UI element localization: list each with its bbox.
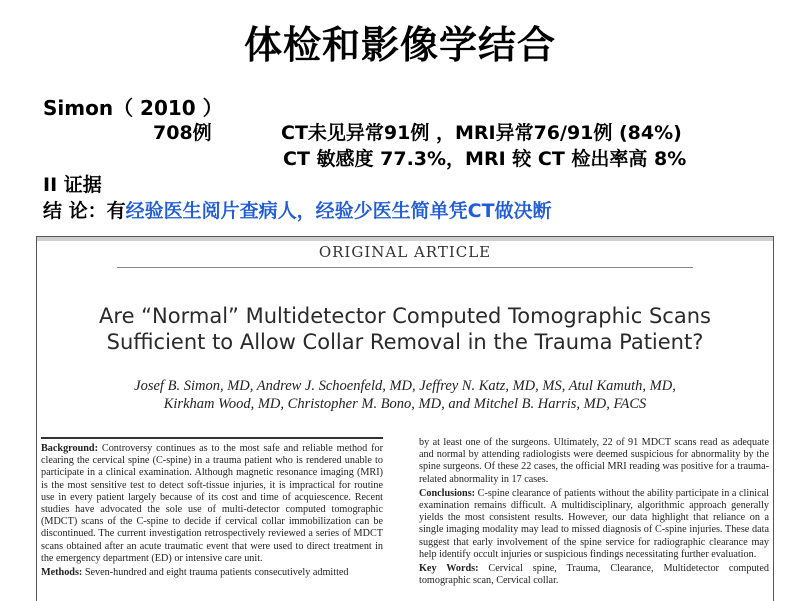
authors-line-2: Kirkham Wood, MD, Christopher M. Bono, MD, and Mitchel B. Harris, MD, FACS	[163, 396, 647, 412]
paper-title-line-2: Sufficient to Allow Collar Removal in the Trauma Patient?	[106, 330, 704, 354]
methods-label: Methods:	[41, 567, 83, 579]
case-count: 708例	[153, 122, 212, 144]
abstract-left-column	[41, 437, 383, 581]
slide-title: 体检和影像学结合	[243, 23, 556, 67]
keywords-label: Key Words:	[419, 563, 479, 575]
conclusions-paragraph	[419, 488, 769, 561]
sensitivity-line: CT 敏感度 77.3%，MRI 较 CT 检出率高 8%	[283, 148, 687, 170]
section-divider	[117, 267, 693, 268]
ct-mri-findings: CT未见异常91例 ，MRI异常76/91例 (84%)	[281, 122, 682, 144]
paper-header-bar	[37, 237, 773, 241]
conclusion-highlight: 经验医生阅片查病人，经验少医生简单凭CT做决断	[125, 200, 552, 222]
conclusion-line	[43, 196, 552, 223]
methods-text: Seven-hundred and eight trauma patients consecutively admitted	[84, 567, 349, 579]
paper-authors	[67, 377, 743, 413]
keywords-paragraph	[419, 563, 769, 587]
background-text: Controversy continues as to the most safe and reliable method for clearing the cervical spine (C-spine) in a trauma patient who is rendered unable to participate in a clinical examination. Although magnetic resonance imaging (MRI) is the most sensitive test to detect soft-tissue injuries, it is impractical for routine use in every patient largely because of its cost and time of acquiescence. Recent studies have advocated the sole use of multi-detector computed tomographic (MDCT) scans of the C-spine to decide if cervical collar immobilization can be discontinued. The current investigation retrospectively reviewed a series of MDCT scans obtained after an acute traumatic event that were used to direct treatment in the emergency department (ED) or intensive care unit.	[41, 443, 384, 564]
background-paragraph	[41, 443, 383, 565]
paper-section-label: ORIGINAL ARTICLE	[318, 243, 492, 261]
conclusion-label: 结 论：	[43, 200, 107, 222]
abstract-right-column	[419, 437, 769, 589]
methods-paragraph	[41, 567, 383, 579]
background-label: Background:	[41, 443, 98, 454]
conclusion-prefix: 有	[106, 200, 126, 222]
keywords-text: Cervical spine, Trauma, Clearance, Multidetector computed tomographic scan, Cervical collar.	[419, 563, 769, 587]
evidence-level: II 证据	[43, 174, 102, 196]
conclusions-label: Conclusions:	[419, 487, 476, 499]
citation-line: Simon（ 2010 ）	[43, 96, 223, 120]
case-count-line	[153, 118, 682, 145]
results-paragraph: by at least one of the surgeons. Ultimately, 22 of 91 MDCT scans read as adequate and normal by attending radiologists were deemed suspicious for abnormality by the spine surgeons. Of these 22 cases, the official MRI reading was positive for a trauma-related abnormality in 17 cases.	[419, 437, 769, 485]
paper-title	[57, 303, 753, 355]
conclusions-text: C-spine clearance of patients without the ability participate in a clinical examination remains difficult. A multidisciplinary, algorithmic approach generally yields the most consistent results. However, our data highlight that reliance on a single imaging modality may lead to missed diagnosis of C-spine injuries. These data suggest that early involvement of the spine service for radiographic clearance may help identify occult injuries or suspicious findings necessitating further evaluation.	[419, 487, 769, 560]
paper-title-line-1: Are “Normal” Multidetector Computed Tomographic Scans	[99, 304, 711, 328]
authors-line-1: Josef B. Simon, MD, Andrew J. Schoenfeld, MD, Jeffrey N. Katz, MD, MS, Atul Kamuth, MD,	[134, 378, 676, 394]
paper-excerpt-image	[36, 236, 774, 601]
